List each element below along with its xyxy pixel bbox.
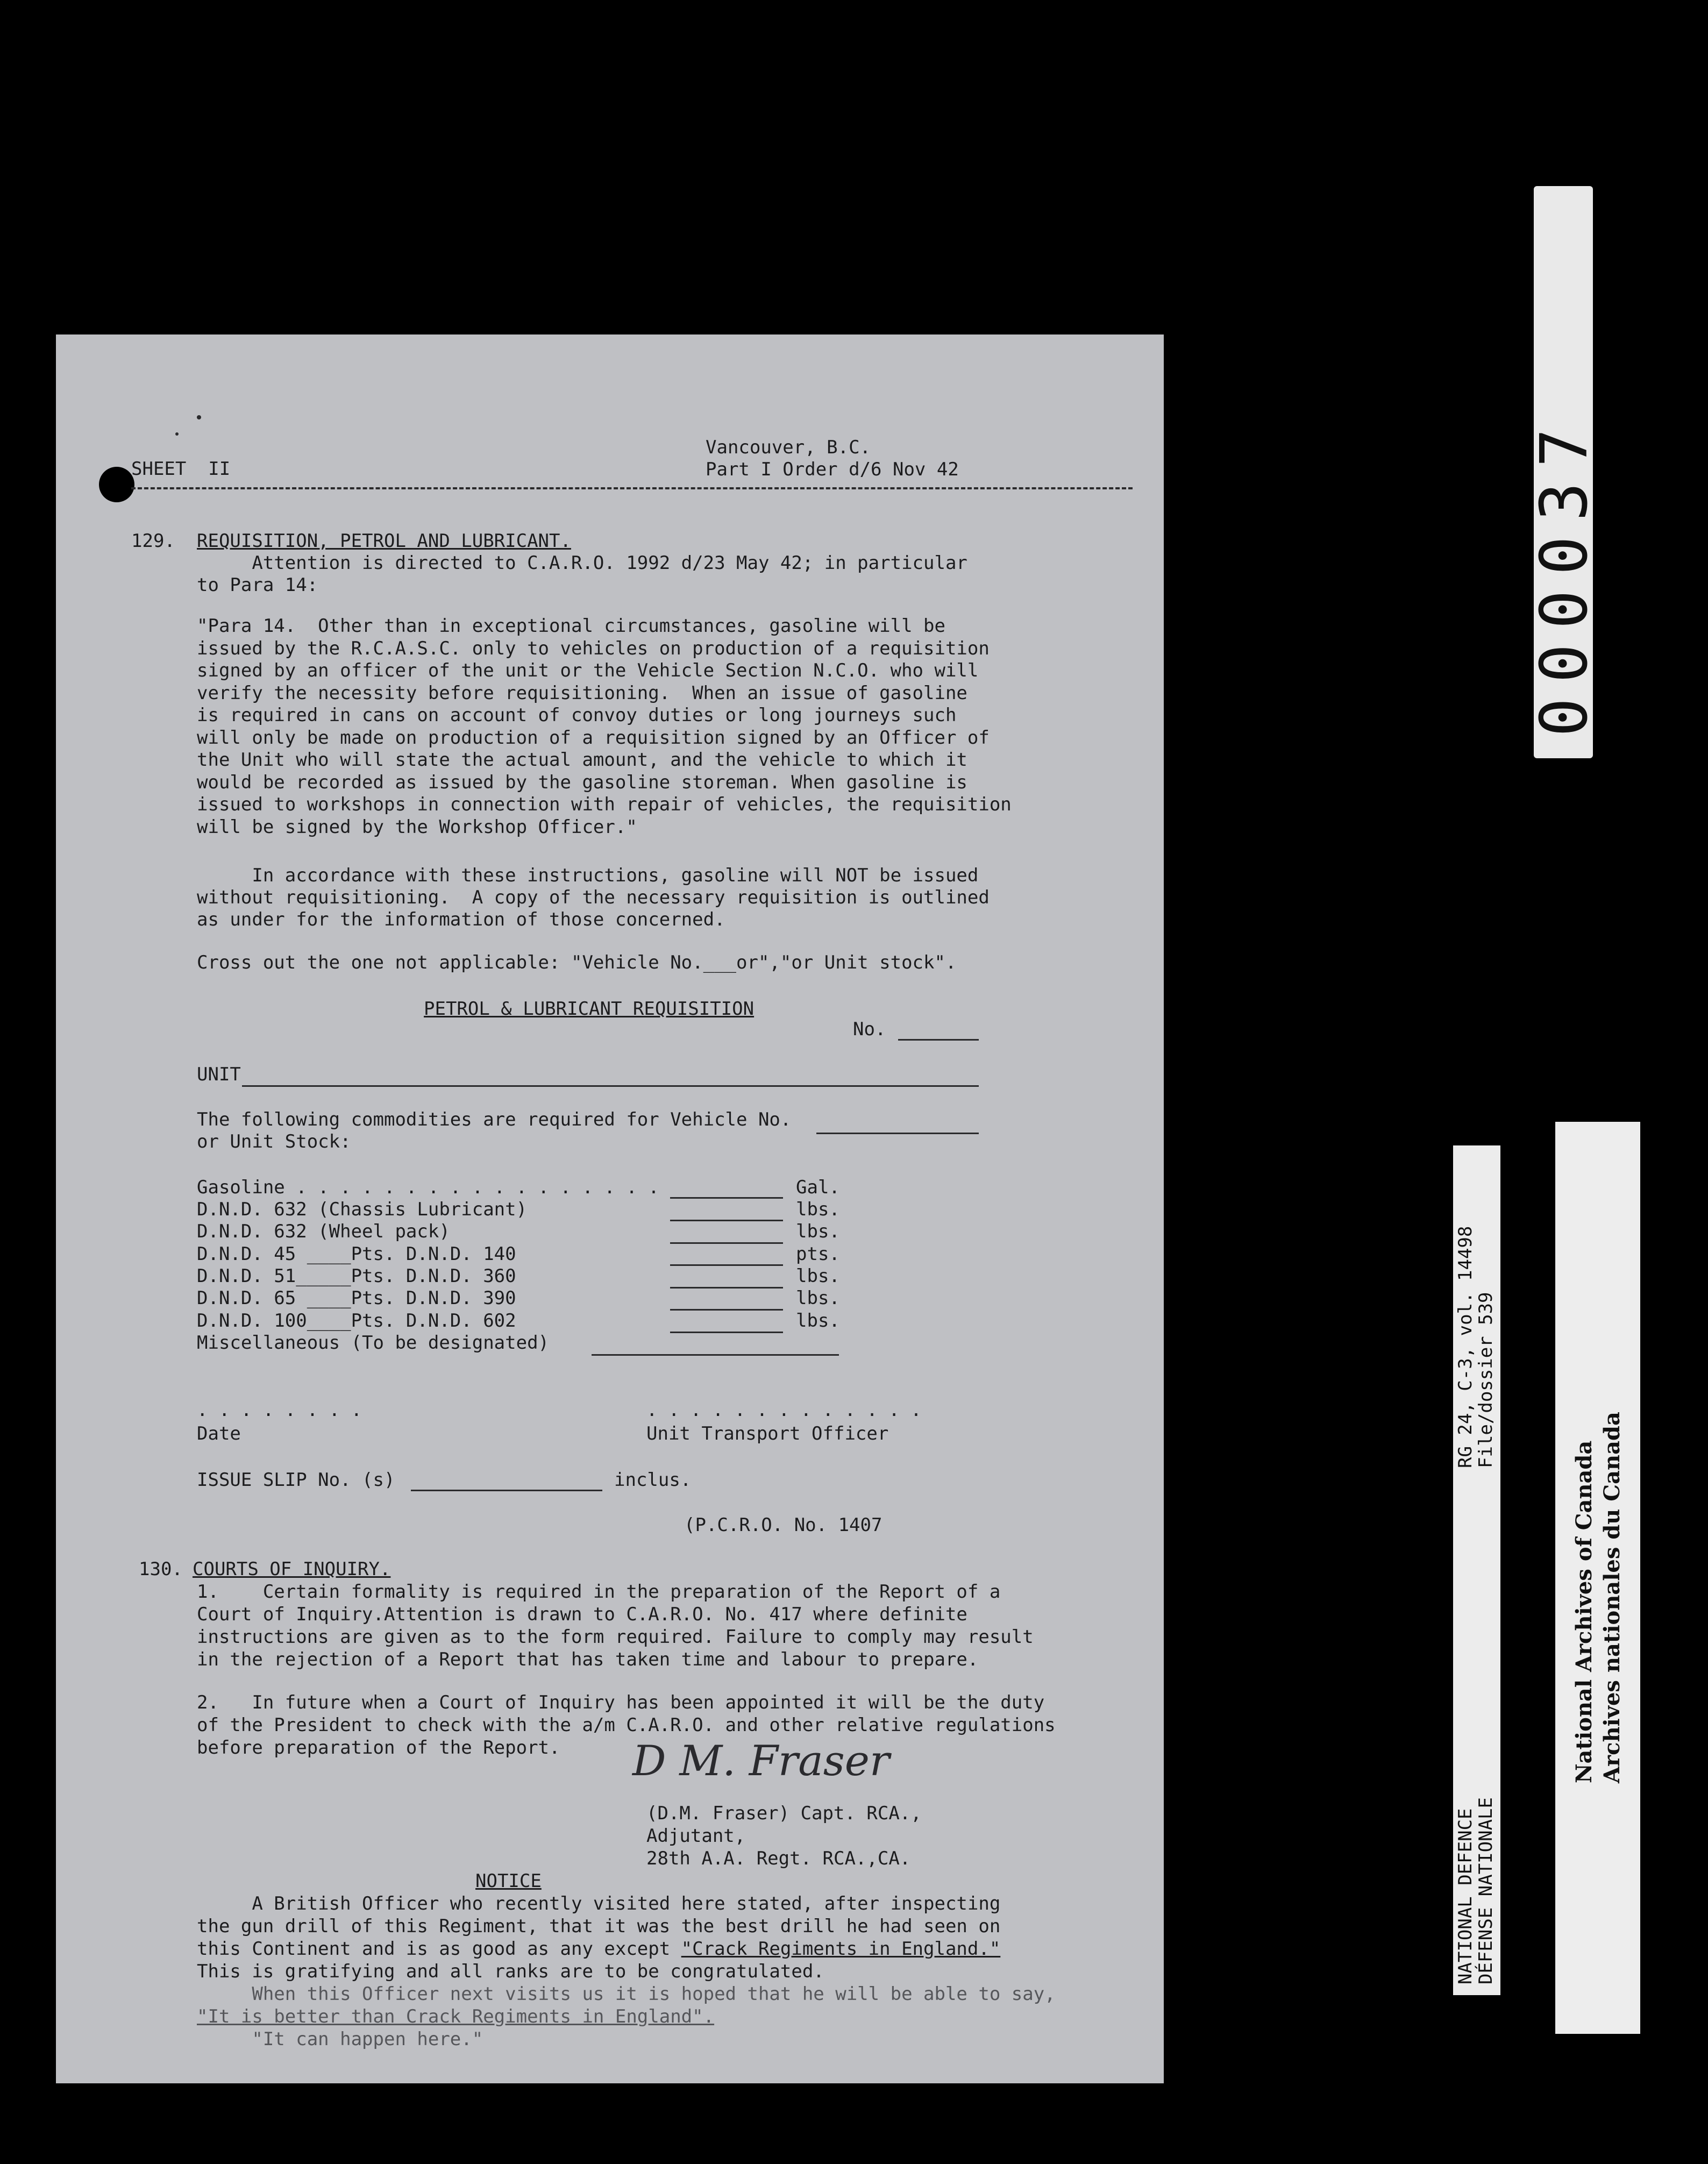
archives-name-fr: Archives nationales du Canada xyxy=(1599,1412,1625,1783)
officer-dots: . . . . . . . . . . . . . xyxy=(646,1399,922,1421)
issue-slip-label: ISSUE SLIP No. (s) xyxy=(197,1469,395,1491)
text-line: 1. Certain formality is required in the preparation of the Report of a xyxy=(197,1581,1001,1603)
text-line: instructions are given as to the form required. Failure to comply may result xyxy=(197,1626,1034,1648)
signatory-unit: 28th A.A. Regt. RCA.,CA. xyxy=(646,1848,911,1869)
text-line: to Para 14: xyxy=(197,574,318,596)
signatory-name: (D.M. Fraser) Capt. RCA., xyxy=(646,1803,922,1824)
text-line: In accordance with these instructions, gasoline will NOT be issued xyxy=(197,865,979,886)
order-reference: Part I Order d/6 Nov 42 xyxy=(706,459,959,480)
commodities-intro-2: or Unit Stock: xyxy=(197,1131,351,1152)
notice-quote: "Crack Regiments in England." xyxy=(681,1938,1001,1960)
text-line xyxy=(197,1938,1000,1961)
issue-slip-line xyxy=(411,1490,602,1491)
sheet-label: SHEET II xyxy=(131,458,231,480)
form-no-line xyxy=(898,1039,979,1041)
reel-number-strip xyxy=(1527,186,1602,758)
commodity-unit: lbs. xyxy=(796,1310,840,1332)
form-title: PETROL & LUBRICANT REQUISITION xyxy=(424,998,755,1020)
quote-line: verify the necessity before requisitioning. When an issue of gasoline xyxy=(197,682,967,704)
ink-speck xyxy=(197,415,201,419)
commodity-name: D.N.D. 45 ____Pts. D.N.D. 140 xyxy=(197,1243,516,1265)
commodity-amount-line xyxy=(670,1309,783,1311)
commodity-amount-line xyxy=(670,1332,783,1333)
inclus-label: inclus. xyxy=(614,1469,692,1491)
text-line: "It can happen here." xyxy=(197,2028,483,2050)
text-line: as under for the information of those concerned. xyxy=(197,909,725,930)
date-dots: . . . . . . . . xyxy=(197,1399,362,1421)
item-130-number: 130. xyxy=(139,1558,183,1580)
document-page xyxy=(56,334,1164,2083)
cross-out-instruction: Cross out the one not applicable: "Vehicle No.___or","or Unit stock". xyxy=(197,952,957,973)
officer-label: Unit Transport Officer xyxy=(646,1423,889,1444)
commodity-amount-line xyxy=(670,1220,783,1221)
commodity-unit: lbs. xyxy=(796,1221,840,1242)
commodity-name: Miscellaneous (To be designated) xyxy=(197,1332,550,1354)
commodity-name: D.N.D. 51_____Pts. D.N.D. 360 xyxy=(197,1265,516,1287)
signatory-role: Adjutant, xyxy=(646,1825,746,1847)
archive-reference-label xyxy=(1453,1145,1500,1995)
commodity-unit: Gal. xyxy=(796,1177,840,1198)
handwritten-signature: D M. Fraser xyxy=(632,1737,890,1785)
text-line: in the rejection of a Report that has taken time and labour to prepare. xyxy=(197,1649,979,1670)
department-fr: DÉFENSE NATIONALE xyxy=(1475,1797,1497,1984)
commodity-amount-line xyxy=(670,1287,783,1289)
commodity-name: D.N.D. 632 (Wheel pack) xyxy=(197,1221,450,1242)
item-129-title: REQUISITION, PETROL AND LUBRICANT. xyxy=(197,530,571,552)
text-line: Attention is directed to C.A.R.O. 1992 d/23 May 42; in particular xyxy=(197,552,967,574)
commodity-amount-line xyxy=(670,1197,783,1199)
commodity-amount-line xyxy=(670,1242,783,1244)
unit-line xyxy=(242,1085,979,1087)
text-line: 2. In future when a Court of Inquiry has been appointed it will be the duty xyxy=(197,1692,1045,1713)
text-line: When this Officer next visits us it is hoped that he will be able to say, xyxy=(197,1983,1056,2005)
quote-line: will be signed by the Workshop Officer." xyxy=(197,816,637,838)
pcro-reference: (P.C.R.O. No. 1407 xyxy=(684,1514,883,1536)
commodity-unit: pts. xyxy=(796,1243,840,1265)
miscellaneous-line xyxy=(592,1354,839,1356)
reel-number: 000037 xyxy=(1527,413,1602,737)
archive-reference-line-1: RG 24, C-3, vol. 14498 xyxy=(1455,1226,1476,1468)
form-no-label: No. xyxy=(853,1019,886,1040)
text-line: before preparation of the Report. xyxy=(197,1737,560,1759)
text-line: "It is better than Crack Regiments in England". xyxy=(197,2006,715,2027)
location: Vancouver, B.C. xyxy=(706,437,871,458)
date-label: Date xyxy=(197,1423,241,1444)
text-line: without requisitioning. A copy of the necessary requisition is outlined xyxy=(197,887,990,908)
commodity-unit: lbs. xyxy=(796,1265,840,1287)
quote-line: issued by the R.C.A.S.C. only to vehicles on production of a requisition xyxy=(197,638,990,659)
item-129-number: 129. xyxy=(131,530,175,552)
archive-reference-line-2: File/dossier 539 xyxy=(1475,1292,1497,1468)
commodity-name: D.N.D. 100____Pts. D.N.D. 602 xyxy=(197,1310,516,1332)
department-en: NATIONAL DEFENCE xyxy=(1455,1808,1476,1984)
quote-line: signed by an officer of the unit or the Vehicle Section N.C.O. who will xyxy=(197,660,979,681)
commodities-intro: The following commodities are required for Vehicle No. xyxy=(197,1109,792,1130)
commodity-amount-line xyxy=(670,1264,783,1266)
quote-line: issued to workshops in connection with repair of vehicles, the requisition xyxy=(197,794,1012,815)
punch-hole xyxy=(99,467,134,502)
commodity-unit: lbs. xyxy=(796,1199,840,1220)
ink-speck xyxy=(175,432,179,436)
vehicle-no-line xyxy=(816,1133,979,1134)
header-divider xyxy=(131,487,1133,489)
unit-label: UNIT xyxy=(197,1064,241,1085)
notice-title: NOTICE xyxy=(475,1870,542,1892)
text-line: of the President to check with the a/m C.A.R.O. and other relative regulations xyxy=(197,1714,1056,1736)
quote-line: will only be made on production of a requisition signed by an Officer of xyxy=(197,727,990,749)
text-line: Court of Inquiry.Attention is drawn to C.A.R.O. No. 417 where definite xyxy=(197,1604,967,1625)
item-130-title: COURTS OF INQUIRY. xyxy=(193,1558,391,1580)
commodity-name: Gasoline . . . . . . . . . . . . . . . . . xyxy=(197,1177,659,1198)
archives-name-en: National Archives of Canada xyxy=(1571,1440,1597,1783)
national-archives-label xyxy=(1555,1122,1640,2034)
notice-line-start: this Continent and is as good as any except xyxy=(197,1938,681,1960)
commodity-name: D.N.D. 65 ____Pts. D.N.D. 390 xyxy=(197,1287,516,1309)
quote-line: the Unit who will state the actual amount, and the vehicle to which it xyxy=(197,749,967,771)
quote-line: is required in cans on account of convoy duties or long journeys such xyxy=(197,704,957,726)
text-line: the gun drill of this Regiment, that it was the best drill he had seen on xyxy=(197,1916,1001,1937)
text-line: A British Officer who recently visited here stated, after inspecting xyxy=(197,1893,1001,1914)
quote-line: would be recorded as issued by the gasoline storeman. When gasoline is xyxy=(197,772,967,793)
commodity-unit: lbs. xyxy=(796,1287,840,1309)
quote-line: "Para 14. Other than in exceptional circumstances, gasoline will be xyxy=(197,615,945,637)
commodity-name: D.N.D. 632 (Chassis Lubricant) xyxy=(197,1199,528,1220)
text-line: This is gratifying and all ranks are to be congratulated. xyxy=(197,1961,824,1982)
